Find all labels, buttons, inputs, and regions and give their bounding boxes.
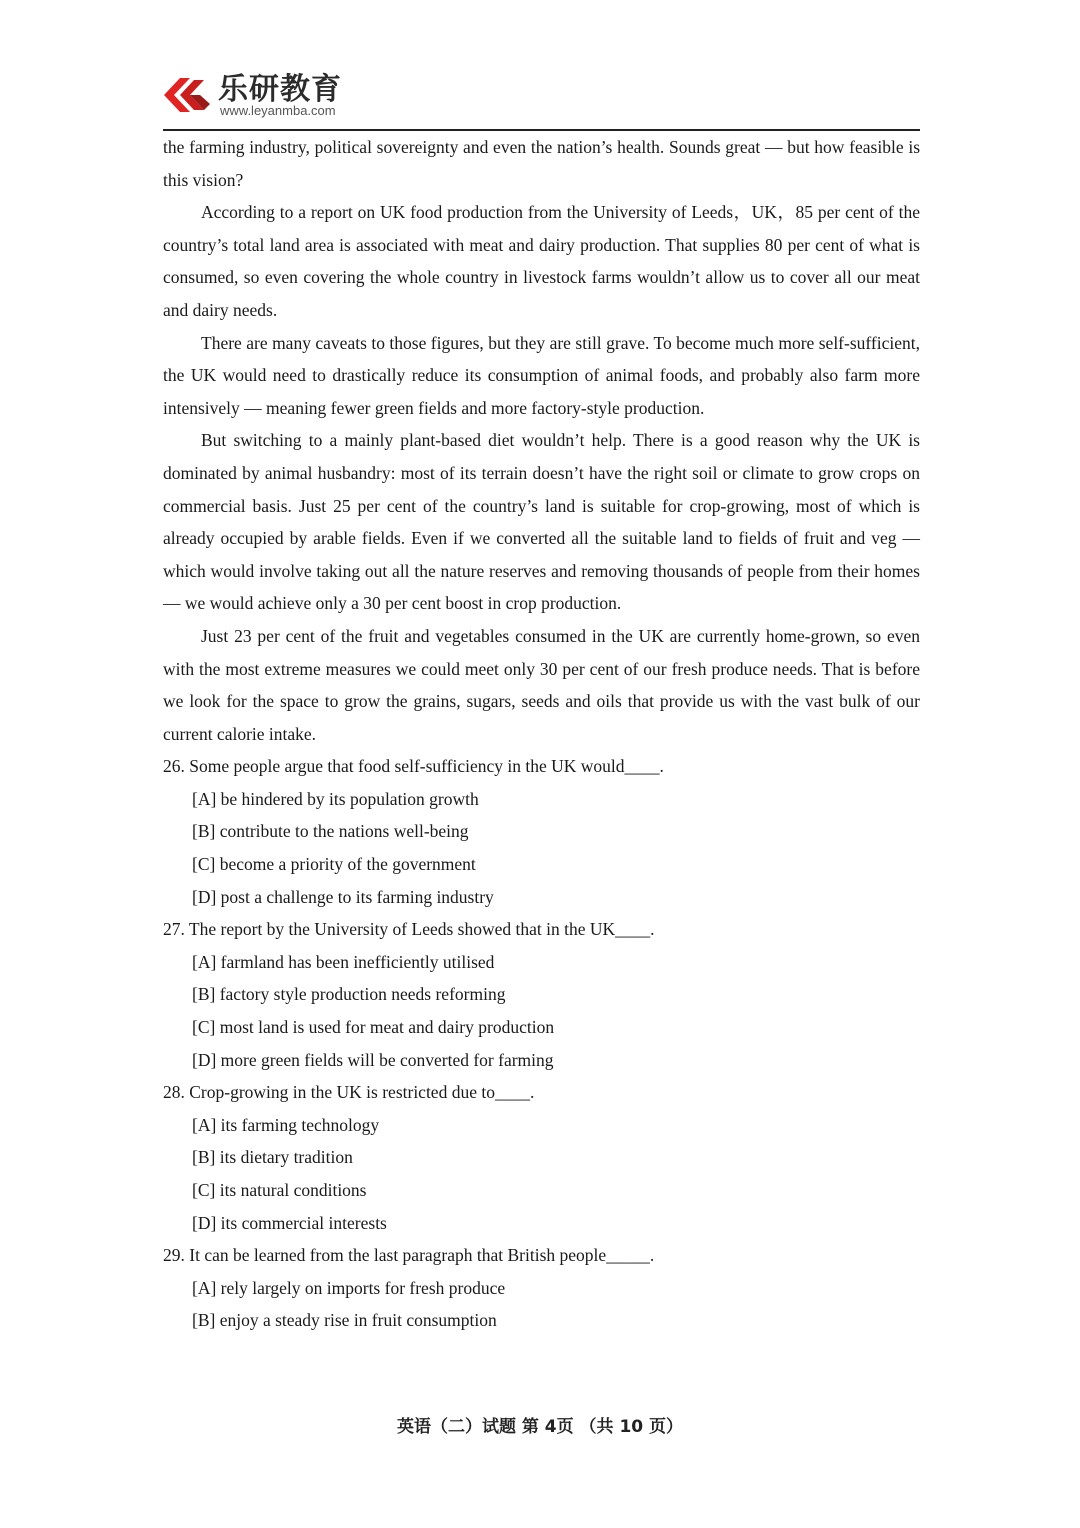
answer-option: [B] enjoy a steady rise in fruit consumption — [192, 1310, 497, 1331]
leyan-logo-icon — [160, 72, 212, 118]
answer-option: [B] factory style production needs reforming — [192, 984, 506, 1005]
question-stem: 26. Some people argue that food self-sufficiency in the UK would____. — [163, 756, 664, 777]
paragraph: There are many caveats to those figures, but they are still grave. To become much more self-sufficient, the UK would need to drastically reduce its consumption of animal foods, and probably also farm more intensively — meaning fewer green fields and more factory-style production. — [163, 332, 920, 418]
brand-url: www.leyanmba.com — [220, 103, 336, 118]
answer-option: [D] its commercial interests — [192, 1212, 387, 1233]
answer-option: [D] more green fields will be converted for farming — [192, 1049, 554, 1070]
brand-name: 乐研教育 — [218, 72, 342, 107]
answer-option: [A] rely largely on imports for fresh produce — [192, 1277, 506, 1298]
question-stem: 29. It can be learned from the last paragraph that British people_____. — [163, 1245, 655, 1266]
answer-option: [C] most land is used for meat and dairy production — [192, 1017, 555, 1038]
page-content — [163, 131, 920, 1337]
answer-option: [A] its farming technology — [192, 1114, 380, 1135]
answer-option: [A] be hindered by its population growth — [192, 788, 479, 809]
answer-option: [C] become a priority of the government — [192, 854, 476, 875]
page-footer: 英语（二）试题 第 4页 （共 10 页） — [396, 1417, 684, 1437]
answer-option: [B] contribute to the nations well-being — [192, 821, 469, 842]
paragraph: Just 23 per cent of the fruit and vegetables consumed in the UK are currently home-grown, so even with the most extreme measures we could meet only 30 per cent of our fresh produce needs. That is before we look for the space to grow the grains, sugars, seeds and oils that provide us with the vast bulk of our current calorie intake. — [163, 625, 920, 744]
question-stem: 27. The report by the University of Leeds showed that in the UK____. — [163, 919, 655, 940]
paragraph: But switching to a mainly plant-based diet wouldn’t help. There is a good reason why the UK is dominated by animal husbandry: most of its terrain doesn’t have the right soil or climate to grow crops on commercial basis. Just 25 per cent of the country’s land is suitable for crop-growing, most of which is already occupied by arable fields. Even if we converted all the suitable land to fields of fruit and veg — which would involve taking out all the nature reserves and removing thousands of people from their homes — we would achieve only a 30 per cent boost in crop production. — [163, 430, 920, 614]
page-header — [160, 72, 920, 130]
paragraph: the farming industry, political sovereignty and even the nation’s health. Sounds great — but how feasible is this vision? — [163, 137, 920, 190]
paragraph: According to a report on UK food production from the University of Leeds，UK，85 per cent of the country’s total land area is associated with meat and dairy production. That supplies 80 per cent of what is consumed, so even covering the whole country in livestock farms wouldn’t allow us to cover all our meat and dairy needs. — [163, 202, 920, 320]
answer-option: [D] post a challenge to its farming industry — [192, 886, 494, 907]
answer-option: [A] farmland has been inefficiently utilised — [192, 951, 495, 972]
question-stem: 28. Crop-growing in the UK is restricted due to____. — [163, 1082, 535, 1103]
answer-option: [C] its natural conditions — [192, 1180, 367, 1200]
answer-option: [B] its dietary tradition — [192, 1147, 353, 1168]
